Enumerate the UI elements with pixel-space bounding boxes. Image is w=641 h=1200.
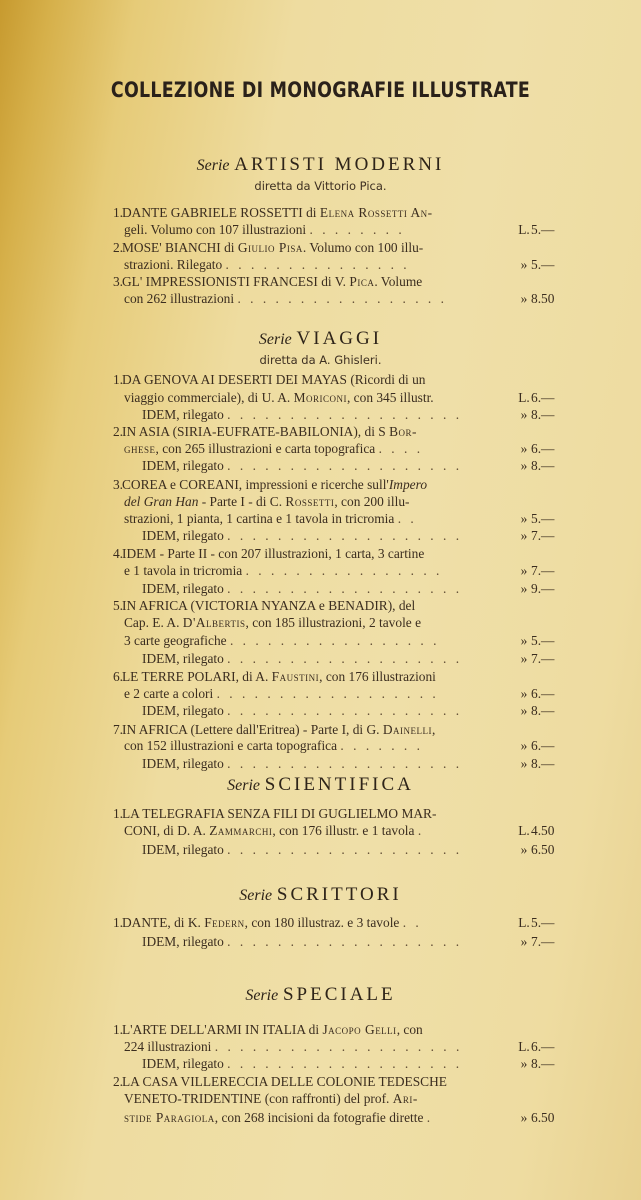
catalog-line	[0, 221, 641, 239]
item-text	[122, 805, 518, 823]
item-text	[124, 493, 518, 511]
item-main-text: MOSE' BIANCHI di	[122, 240, 235, 255]
catalog-line	[0, 668, 641, 686]
item-text	[124, 510, 518, 528]
item-price: 7.—	[531, 651, 555, 666]
catalog-line	[0, 371, 641, 389]
item-number: 3.	[112, 477, 123, 492]
item-italic: del Gran Han	[124, 494, 199, 509]
item-main-text: GL' IMPRESSIONISTI FRANCESI di V.	[122, 274, 347, 289]
catalog-line	[0, 755, 641, 773]
dot-leader: . . . . . . . .	[309, 222, 405, 237]
currency-mark: »	[520, 756, 528, 771]
item-rest: , con 200 illu-	[334, 494, 410, 509]
dot-leader: . .	[397, 511, 417, 526]
item-author: Dainelli	[382, 722, 433, 737]
section-title	[0, 154, 641, 177]
dot-leader: . . . . . . . . . . . . . . . . . . .	[227, 703, 463, 718]
item-main-text: IDEM, rilegato	[142, 528, 224, 543]
item-author: Faustini	[271, 669, 320, 684]
item-rest: , con 180 illustraz. e 3 tavole	[244, 915, 400, 930]
item-text	[124, 1109, 518, 1127]
dot-leader: . . . . . . . . . . . . . . . . . . .	[227, 581, 463, 596]
dot-leader: . . . .	[378, 441, 424, 456]
item-rest: . Volume	[374, 274, 423, 289]
item-price: 4.50	[531, 823, 555, 838]
item-main-text: con 262 illustrazioni	[124, 291, 235, 306]
item-main-text: Cap. E. A.	[124, 615, 180, 630]
catalog-line	[0, 510, 641, 528]
currency-mark: »	[520, 257, 528, 272]
currency-mark: »	[520, 458, 528, 473]
currency-mark: »	[520, 738, 528, 753]
item-text	[142, 527, 518, 545]
item-price: 6.50	[531, 1110, 555, 1125]
item-number: 4.	[112, 546, 123, 561]
item-rest: . Volumo con 100 illu-	[302, 240, 424, 255]
catalog-line	[0, 650, 641, 668]
currency-mark: L.	[518, 1039, 530, 1054]
item-number: 2.	[112, 240, 123, 255]
catalog-line	[0, 440, 641, 458]
item-rest: , con 176 illustrazioni	[319, 669, 436, 684]
item-main-text: IDEM, rilegato	[142, 703, 224, 718]
item-main-text: IDEM, rilegato	[142, 458, 224, 473]
item-main-text: IN AFRICA (Lettere dall'Eritrea) - Parte I, di G.	[122, 722, 380, 737]
dot-leader: . . . . . . . . . . . . . . . . . . .	[227, 934, 463, 949]
item-price: 5.—	[531, 633, 555, 648]
item-main-text: VENETO-TRIDENTINE (con raffronti) del prof.	[124, 1091, 390, 1106]
item-price: 6.50	[531, 842, 555, 857]
section-label: Serie	[196, 157, 230, 174]
section-heading	[0, 884, 641, 907]
catalog-line	[0, 493, 641, 511]
item-price: 5.—	[531, 511, 555, 526]
currency-mark: L.	[518, 915, 530, 930]
item-text	[124, 737, 518, 755]
item-rest: ,	[432, 722, 436, 737]
section-title	[0, 884, 641, 907]
item-text	[124, 256, 518, 274]
item-text	[142, 406, 518, 424]
item-price: 8.—	[531, 458, 555, 473]
item-author: stide Paragiola	[124, 1110, 215, 1125]
dot-leader: . . . . . . . . . . . . . . . .	[245, 563, 443, 578]
catalog-line	[0, 1021, 641, 1039]
item-text	[122, 204, 518, 222]
item-main-text: geli	[124, 222, 145, 237]
item-text	[142, 457, 518, 475]
item-author: Jacopo Gelli	[322, 1022, 397, 1037]
catalog-line	[0, 457, 641, 475]
item-text	[122, 597, 518, 615]
item-price: 7.—	[531, 934, 555, 949]
section-heading	[0, 984, 641, 1007]
item-main-text: LA CASA VILLERECCIA DELLE COLONIE TEDESCHE	[122, 1074, 447, 1089]
item-author: Ari-	[392, 1091, 418, 1106]
item-price: 5.—	[531, 222, 555, 237]
item-number: 1.	[112, 205, 123, 220]
item-number: 6.	[112, 669, 123, 684]
item-rest: . Volumo con 107 illustrazioni	[144, 222, 307, 237]
item-price: 8.—	[531, 407, 555, 422]
currency-mark: »	[520, 1056, 528, 1071]
catalog-line	[0, 914, 641, 932]
catalog-line	[0, 1055, 641, 1073]
catalog-line	[0, 239, 641, 257]
item-price: 6.—	[531, 686, 555, 701]
dot-leader: . . . . . . . . . . . . . . . . . .	[216, 686, 439, 701]
catalog-line	[0, 933, 641, 951]
item-price: 6.—	[531, 390, 555, 405]
item-main-text: con 152 illustrazioni e carta topografica	[124, 738, 338, 753]
catalog-line	[0, 256, 641, 274]
catalog-line	[0, 1109, 641, 1127]
catalog-line	[0, 562, 641, 580]
item-text	[124, 562, 518, 580]
dot-leader: . . . . . . . . . . . . . . . . . . .	[227, 842, 463, 857]
item-author: Rossetti	[285, 494, 335, 509]
item-text	[124, 822, 518, 840]
currency-mark: »	[520, 651, 528, 666]
item-text	[124, 440, 518, 458]
item-rest: , con	[396, 1022, 423, 1037]
item-text	[124, 614, 518, 632]
section-name: SCIENTIFICA	[264, 774, 414, 795]
dot-leader: . . . . . . . . . . . . . . . . . . .	[227, 407, 463, 422]
section-label: Serie	[239, 887, 273, 904]
item-price: 7.—	[531, 528, 555, 543]
item-text	[124, 1038, 518, 1056]
section-editor: diretta da Vittorio Pica.	[254, 179, 387, 193]
currency-mark: »	[520, 686, 528, 701]
section-name: SCRITTORI	[276, 884, 402, 905]
item-text	[124, 389, 518, 407]
catalog-line	[0, 545, 641, 563]
item-author: ghese	[124, 441, 156, 456]
item-text	[124, 632, 518, 650]
item-number: 5.	[112, 598, 123, 613]
section-name: ARTISTI MODERNI	[234, 154, 445, 175]
catalog-line	[0, 204, 641, 222]
item-rest: , con 268 incisioni da fotografie dirette	[214, 1110, 424, 1125]
item-main-text: IDEM, rilegato	[142, 934, 224, 949]
item-main-text: DANTE GABRIELE ROSSETTI di	[122, 205, 317, 220]
section-title	[0, 984, 641, 1007]
item-number: 3.	[112, 274, 123, 289]
item-number: 7.	[112, 722, 123, 737]
currency-mark: »	[520, 291, 528, 306]
dot-leader: . . . . . . . . . . . . . . . . . . . .	[214, 1039, 463, 1054]
item-main-text: strazioni, 1 pianta, 1 cartina e 1 tavola in tricromia	[124, 511, 395, 526]
item-number: 2.	[112, 424, 123, 439]
item-price: 8.—	[531, 703, 555, 718]
section-name: VIAGGI	[296, 328, 383, 349]
currency-mark: »	[520, 633, 528, 648]
section-editor: diretta da A. Ghisleri.	[259, 353, 382, 367]
catalog-line	[0, 406, 641, 424]
item-text	[122, 239, 518, 257]
item-price: 8.50	[531, 291, 555, 306]
item-main-text: L'ARTE DELL'ARMI IN ITALIA di	[122, 1022, 320, 1037]
currency-mark: L.	[518, 823, 530, 838]
item-text	[142, 650, 518, 668]
item-text	[142, 841, 518, 859]
section-label: Serie	[227, 777, 260, 794]
item-rest: , con 265 illustrazioni e carta topografica	[155, 441, 376, 456]
item-main-text: DA GENOVA AI DESERTI DEI MAYAS (Ricordi di un	[122, 372, 426, 387]
section-title	[0, 774, 641, 797]
item-rest: , con 345 illustr.	[346, 390, 434, 405]
item-number: 1.	[112, 1022, 123, 1037]
page-title: COLLEZIONE DI MONOGRAFIE ILLUSTRATE	[110, 78, 531, 102]
dot-leader: . .	[402, 915, 422, 930]
item-author: Elena Rossetti An-	[319, 205, 433, 220]
dot-leader: . . . . . . .	[340, 738, 423, 753]
currency-mark: »	[520, 511, 528, 526]
item-author: Moriconi	[293, 390, 347, 405]
catalog-line	[0, 841, 641, 859]
item-price: 5.—	[531, 915, 555, 930]
item-main-text: LA TELEGRAFIA SENZA FILI DI GUGLIELMO MAR-	[122, 806, 437, 821]
item-main-text: IN ASIA (SIRIA-EUFRATE-BABILONIA), di S	[122, 424, 386, 439]
item-text	[122, 273, 518, 291]
catalog-line	[0, 805, 641, 823]
section-heading	[0, 328, 641, 367]
item-main-text: IDEM, rilegato	[142, 756, 224, 771]
item-main-text: viaggio commerciale), di U. A.	[124, 390, 291, 405]
item-text	[122, 476, 518, 494]
catalog-line	[0, 580, 641, 598]
item-author: Giulio Pisa	[237, 240, 303, 255]
dot-leader: . . . . . . . . . . . . . . . . . . .	[227, 1056, 463, 1071]
item-text	[142, 702, 518, 720]
item-number: 1.	[112, 915, 123, 930]
currency-mark: »	[520, 842, 528, 857]
item-main-text: IN AFRICA (VICTORIA NYANZA e BENADIR), del	[122, 598, 416, 613]
catalog-line	[0, 476, 641, 494]
currency-mark: »	[520, 407, 528, 422]
item-price: 7.—	[531, 563, 555, 578]
catalog-line	[0, 1038, 641, 1056]
item-text	[122, 1073, 518, 1091]
currency-mark: »	[520, 441, 528, 456]
item-main-text: IDEM, rilegato	[142, 651, 224, 666]
item-main-text: IDEM, rilegato	[142, 407, 224, 422]
item-text	[142, 580, 518, 598]
item-number: 2.	[112, 1074, 123, 1089]
item-italic: Impero	[388, 477, 428, 492]
dot-leader: . . . . . . . . . . . . . . . . . . .	[227, 651, 463, 666]
dot-leader: . . . . . . . . . . . . . . . . .	[237, 291, 447, 306]
item-main-text: e 2 carte a colori	[124, 686, 214, 701]
item-price: 5.—	[531, 257, 555, 272]
catalog-line	[0, 527, 641, 545]
catalog-line	[0, 685, 641, 703]
item-price: 9.—	[531, 581, 555, 596]
item-text	[142, 1055, 518, 1073]
item-number: 1.	[112, 372, 123, 387]
section-heading	[0, 154, 641, 193]
section-title	[0, 328, 641, 351]
section-label: Serie	[258, 331, 292, 348]
item-main-text: CONI, di D. A.	[124, 823, 206, 838]
item-price: 6.—	[531, 1039, 555, 1054]
item-price: 8.—	[531, 756, 555, 771]
item-main-text: strazioni. Rilegato	[124, 257, 223, 272]
item-text	[124, 221, 518, 239]
currency-mark: »	[520, 934, 528, 949]
item-author: Pica	[349, 274, 375, 289]
item-main-text: IDEM - Parte II - con 207 illustrazioni, 1 carta, 3 cartine	[122, 546, 425, 561]
currency-mark: »	[520, 1110, 528, 1125]
section-heading	[0, 774, 641, 797]
item-author: Federn	[204, 915, 245, 930]
catalog-line	[0, 389, 641, 407]
item-main-text: IDEM, rilegato	[142, 1056, 224, 1071]
item-text	[142, 933, 518, 951]
item-text	[122, 668, 518, 686]
catalog-line	[0, 597, 641, 615]
item-author: Bor-	[389, 424, 417, 439]
catalog-line	[0, 273, 641, 291]
item-main-text: IDEM, rilegato	[142, 581, 224, 596]
item-text	[122, 1021, 518, 1039]
dot-leader: . . . . . . . . . . . . . . . . . . .	[227, 528, 463, 543]
catalog-line	[0, 1073, 641, 1091]
catalog-line	[0, 423, 641, 441]
item-text	[122, 914, 518, 932]
dot-leader: .	[417, 823, 425, 838]
item-number: 1.	[112, 806, 123, 821]
item-rest: - Parte I - di C.	[198, 494, 283, 509]
item-main-text: IDEM, rilegato	[142, 842, 224, 857]
item-text	[122, 545, 518, 563]
item-price: 8.—	[531, 1056, 555, 1071]
catalog-line	[0, 290, 641, 308]
item-price: 6.—	[531, 738, 555, 753]
catalog-line	[0, 737, 641, 755]
catalog-line	[0, 1090, 641, 1108]
item-rest: , con 185 illustrazioni, 2 tavole e	[245, 615, 422, 630]
dot-leader: . . . . . . . . . . . . . . . . . . .	[227, 458, 463, 473]
item-author: D'Albertis	[182, 615, 246, 630]
item-author: Zammarchi	[209, 823, 273, 838]
item-text	[124, 1090, 518, 1108]
item-text	[122, 371, 518, 389]
section-label: Serie	[245, 987, 279, 1004]
item-price: 6.—	[531, 441, 555, 456]
currency-mark: »	[520, 581, 528, 596]
item-text	[142, 755, 518, 773]
currency-mark: L.	[518, 390, 530, 405]
section-name: SPECIALE	[282, 984, 396, 1005]
item-text	[124, 290, 518, 308]
currency-mark: »	[520, 703, 528, 718]
item-main-text: COREA e COREANI, impressioni e ricerche sull'	[122, 477, 389, 492]
item-text	[122, 423, 518, 441]
dot-leader: .	[426, 1110, 434, 1125]
currency-mark: »	[520, 563, 528, 578]
item-rest: , con 176 illustr. e 1 tavola	[272, 823, 415, 838]
item-main-text: e 1 tavola in tricromia	[124, 563, 243, 578]
catalog-line	[0, 822, 641, 840]
item-main-text: 3 carte geografiche	[124, 633, 227, 648]
currency-mark: L.	[518, 222, 530, 237]
catalog-line	[0, 702, 641, 720]
dot-leader: . . . . . . . . . . . . . . . . .	[229, 633, 440, 648]
item-main-text: LE TERRE POLARI, di A.	[122, 669, 269, 684]
catalog-line	[0, 614, 641, 632]
item-main-text: DANTE, di K.	[122, 915, 201, 930]
currency-mark: »	[520, 528, 528, 543]
catalog-line	[0, 632, 641, 650]
item-text	[124, 685, 518, 703]
dot-leader: . . . . . . . . . . . . . . . . . . .	[227, 756, 463, 771]
item-main-text: 224 illustrazioni	[124, 1039, 212, 1054]
dot-leader: . . . . . . . . . . . . . . .	[225, 257, 410, 272]
